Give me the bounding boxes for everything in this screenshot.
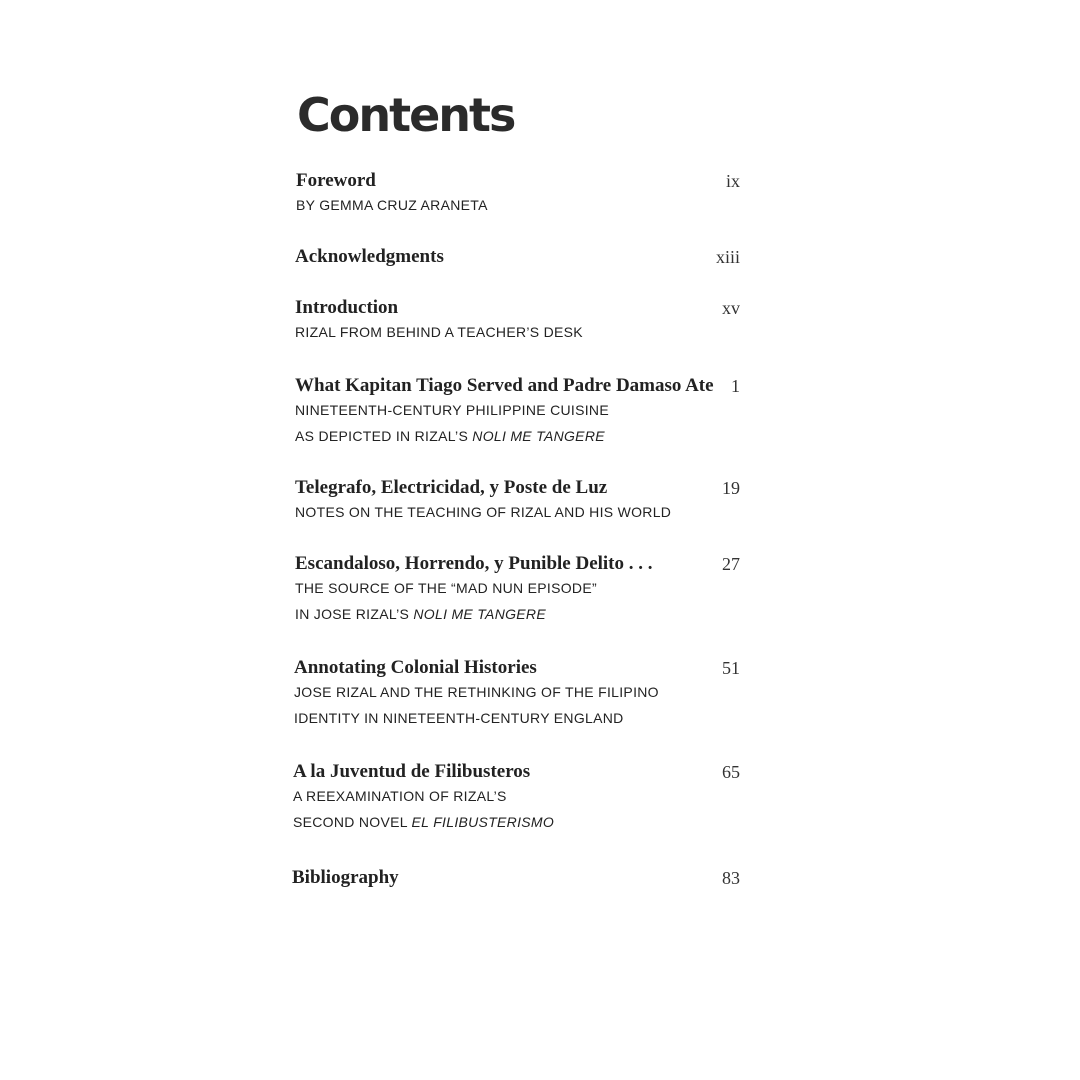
toc-entry-subtitle: [293, 787, 507, 805]
toc-entry-page-number: 1: [731, 376, 740, 396]
toc-entry-subtitle: [294, 683, 659, 701]
toc-entry-title: Introduction: [295, 297, 399, 318]
toc-entry-title: What Kapitan Tiago Served and Padre Damaso Ate: [295, 375, 714, 396]
toc-entry-subtitle: [295, 605, 546, 623]
toc-entry-subtitle: [296, 196, 488, 214]
toc-entry-subtitle: [295, 401, 609, 419]
toc-entry-title: Bibliography: [292, 867, 399, 888]
toc-entry-subtitle: [295, 503, 671, 521]
toc-entry-title: Annotating Colonial Histories: [294, 657, 537, 678]
subtitle-text: RIZAL FROM BEHIND A TEACHER’S DESK: [295, 324, 583, 340]
toc-entry-subtitle: [295, 427, 605, 445]
toc-entry-page-number: 83: [722, 868, 740, 888]
toc-entry-page-number: xv: [722, 298, 740, 318]
toc-entry-title: Acknowledgments: [295, 246, 444, 267]
subtitle-text: NOTES ON THE TEACHING OF RIZAL AND HIS WORLD: [295, 504, 672, 520]
subtitle-text: BY GEMMA CRUZ ARANETA: [296, 197, 488, 213]
subtitle-text: AS DEPICTED IN RIZAL’S: [295, 428, 473, 444]
subtitle-text: THE SOURCE OF THE “MAD NUN EPISODE”: [295, 580, 597, 596]
toc-entry-title: A la Juventud de Filibusteros: [293, 761, 531, 782]
subtitle-book-title: NOLI ME TANGERE: [413, 606, 546, 622]
toc-entry-page-number: ix: [725, 171, 740, 191]
toc-entry-subtitle: [294, 709, 624, 727]
toc-entry-subtitle: [295, 323, 583, 341]
subtitle-text: NINETEENTH-CENTURY PHILIPPINE CUISINE: [295, 402, 609, 418]
subtitle-text: IDENTITY IN NINETEENTH-CENTURY ENGLAND: [294, 710, 624, 726]
subtitle-text: JOSE RIZAL AND THE RETHINKING OF THE FILIPINO: [294, 684, 659, 700]
subtitle-book-title: NOLI ME TANGERE: [472, 428, 605, 444]
subtitle-text: IN JOSE RIZAL’S: [295, 606, 414, 622]
subtitle-text: A REEXAMINATION OF RIZAL’S: [293, 788, 507, 804]
toc-entry-subtitle: [293, 813, 554, 831]
subtitle-book-title: EL FILIBUSTERISMO: [411, 814, 555, 830]
toc-entry-page-number: xiii: [715, 247, 740, 267]
toc-entry-subtitle: [295, 579, 597, 597]
toc-entry-title: Foreword: [296, 170, 376, 191]
subtitle-text: SECOND NOVEL: [293, 814, 412, 830]
toc-entry-title: Escandaloso, Horrendo, y Punible Delito . . .: [295, 553, 653, 574]
toc-entry-title: Telegrafo, Electricidad, y Poste de Luz: [295, 477, 608, 498]
toc-entry-page-number: 51: [722, 658, 740, 678]
page-title: Contents: [297, 88, 515, 142]
toc-entry-page-number: 19: [722, 478, 740, 498]
toc-entry-page-number: 65: [722, 762, 740, 782]
toc-entry-page-number: 27: [722, 554, 740, 574]
